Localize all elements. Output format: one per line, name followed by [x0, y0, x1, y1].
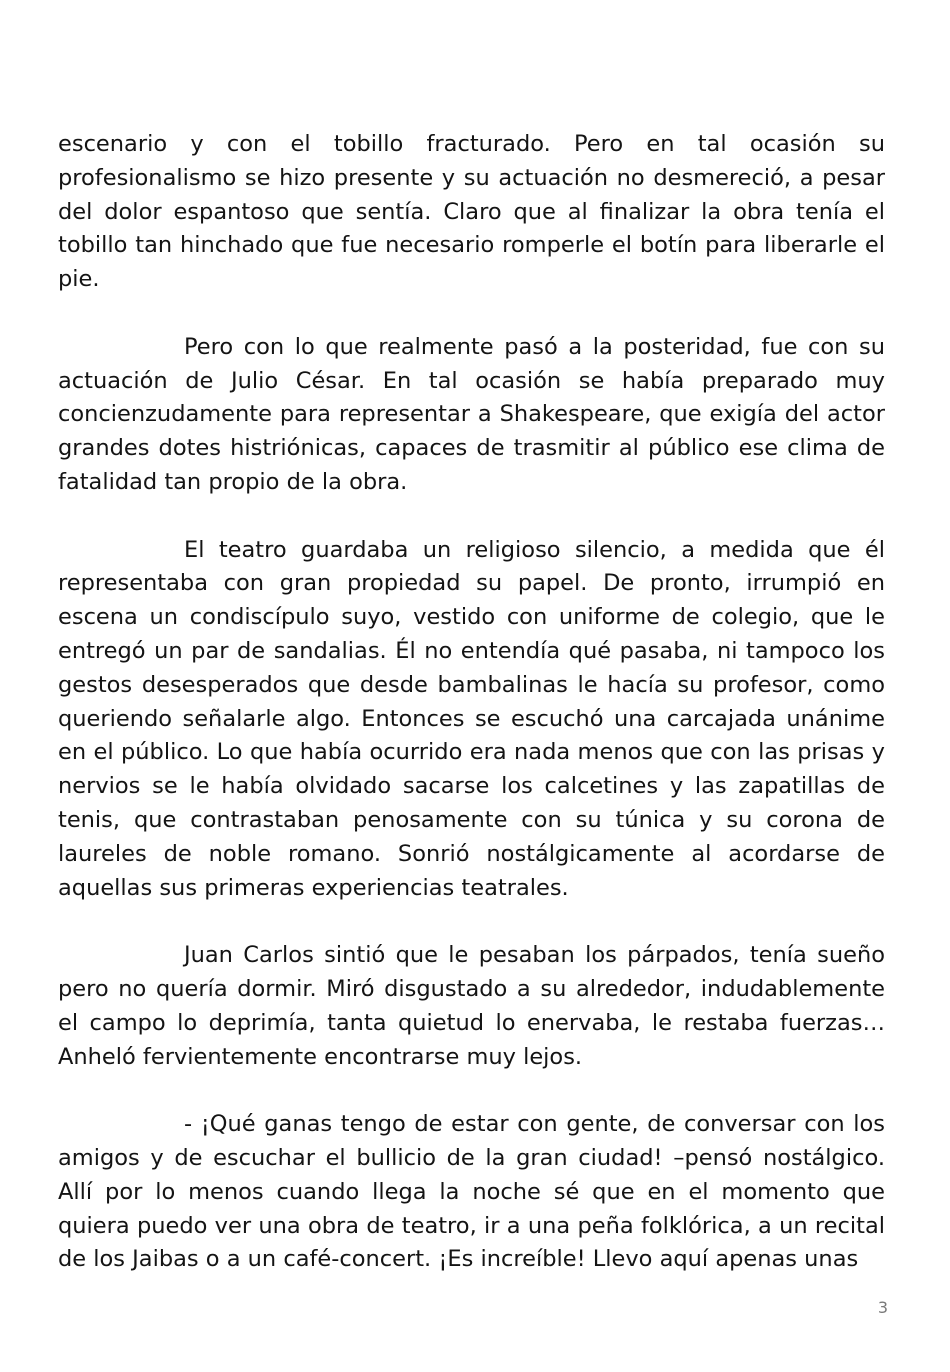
paragraph-4: Juan Carlos sintió que le pesaban los párpados, tenía sueño pero no quería dormir. Miró disgustado a su alrededor, indudablemente el campo lo deprimía, tanta quietud lo enervaba, le restaba fuerzas… Anheló fervientemente encontrarse muy lejos. [58, 942, 885, 1070]
paragraph-5: - ¡Qué ganas tengo de estar con gente, de conversar con los amigos y de escuchar el bullicio de la gran ciudad! –pensó nostálgico. Allí por lo menos cuando llega la noche sé que en el momento que quiera puedo ver una obra de teatro, ir a una peña folklórica, a un recital de los Jaibas o a un café-concert. ¡Es increíble! Llevo aquí apenas unas [58, 1111, 885, 1273]
body-text [58, 128, 885, 1277]
paragraph-1: escenario y con el tobillo fracturado. Pero en tal ocasión su profesionalismo se hizo presente y su actuación no desmereció, a pesar del dolor espantoso que sentía. Claro que al finalizar la obra tenía el tobillo tan hinchado que fue necesario romperle el botín para liberarle el pie. [58, 131, 885, 293]
paragraph-3: El teatro guardaba un religioso silencio, a medida que él representaba con gran propiedad su papel. De pronto, irrumpió en escena un condiscípulo suyo, vestido con uniforme de colegio, que le entregó un par de sandalias. Él no entendía qué pasaba, ni tampoco los gestos desesperados que desde bambalinas le hacía su profesor, como queriendo señalarle algo. Entonces se escuchó una carcajada unánime en el público. Lo que había ocurrido era nada menos que con las prisas y nervios se le había olvidado sacarse los calcetines y las zapatillas de tenis, que contrastaban penosamente con su túnica y su corona de laureles de noble romano. Sonrió nostálgicamente al acordarse de aquellas sus primeras experiencias teatrales. [58, 536, 885, 901]
paragraph-2: Pero con lo que realmente pasó a la posteridad, fue con su actuación de Julio César. En tal ocasión se había preparado muy concienzudamente para representar a Shakespeare, que exigía del actor grandes dotes histriónicas, capaces de trasmitir al público ese clima de fatalidad tan propio de la obra. [58, 333, 885, 495]
page-number: 3 [877, 1298, 888, 1317]
